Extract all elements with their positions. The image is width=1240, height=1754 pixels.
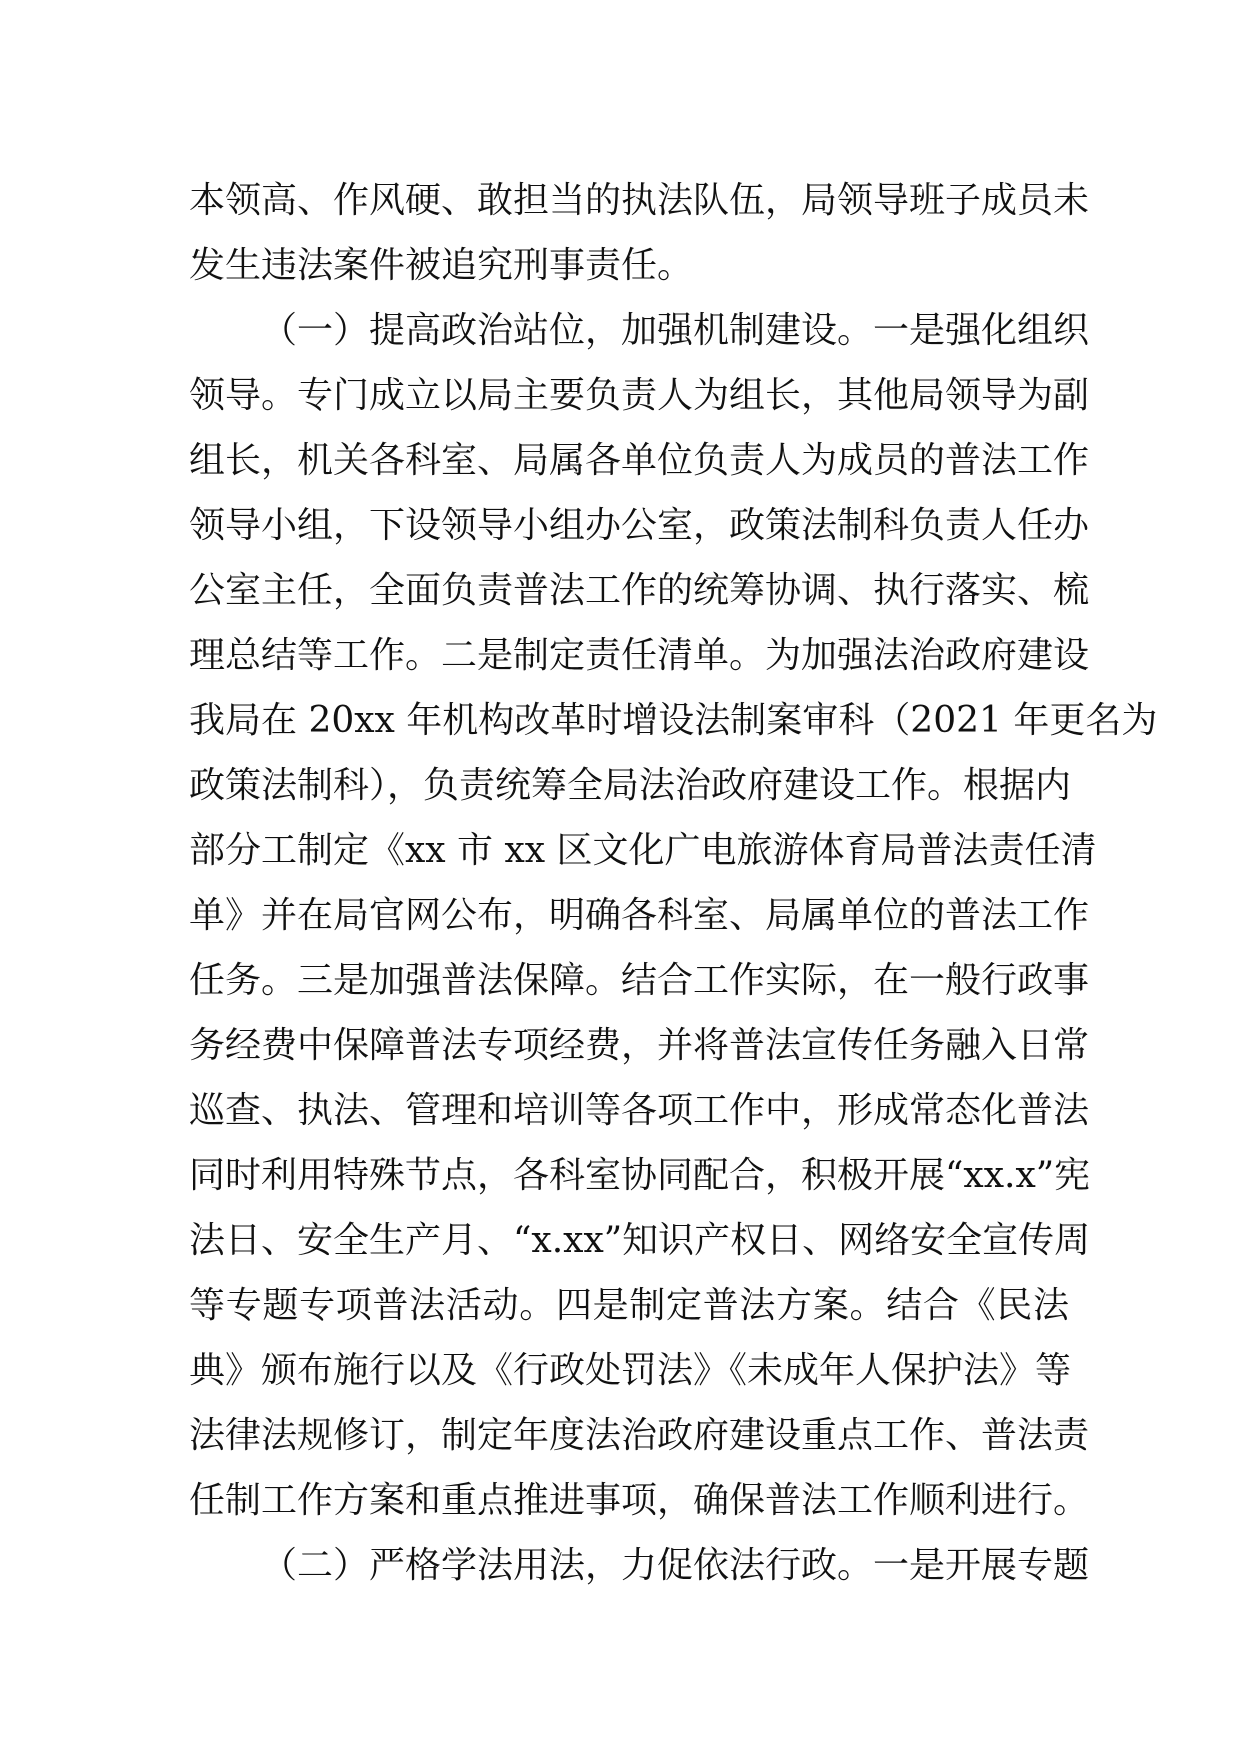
text-line: 单》并在局官网公布，明确各科室、局属单位的普法工作 bbox=[189, 895, 1090, 936]
text-line: 法日、安全生产月、“x.xx”知识产权日、网络安全宣传周 bbox=[189, 1220, 1091, 1261]
text-line: 我局在 20xx 年机构改革时增设法制案审科（2021 年更名为 bbox=[189, 700, 1158, 741]
text-line: 巡查、执法、管理和培训等各项工作中，形成常态化普法 bbox=[189, 1090, 1090, 1131]
text-line: 部分工制定《xx 市 xx 区文化广电旅游体育局普法责任清 bbox=[189, 830, 1097, 871]
text-line: 领导小组，下设领导小组办公室，政策法制科负责人任办 bbox=[189, 505, 1090, 546]
text-line: 等专题专项普法活动。四是制定普法方案。结合《民法 bbox=[189, 1285, 1069, 1326]
text-line: 任制工作方案和重点推进事项，确保普法工作顺利进行。 bbox=[189, 1480, 1090, 1521]
text-line: 理总结等工作。二是制定责任清单。为加强法治政府建设 bbox=[189, 635, 1090, 676]
text-line: 任务。三是加强普法保障。结合工作实际，在一般行政事 bbox=[189, 960, 1090, 1001]
text-line: 同时利用特殊节点，各科室协同配合，积极开展“xx.x”宪 bbox=[189, 1155, 1091, 1196]
text-line: 务经费中保障普法专项经费，并将普法宣传任务融入日常 bbox=[189, 1025, 1090, 1066]
body-text bbox=[189, 168, 1158, 1598]
text-line: 政策法制科），负责统筹全局法治政府建设工作。根据内 bbox=[189, 765, 1072, 806]
section-heading-line: （一）提高政治站位，加强机制建设。一是强化组织 bbox=[261, 310, 1090, 351]
section-heading-line: （二）严格学法用法，力促依法行政。一是开展专题 bbox=[261, 1545, 1090, 1586]
text-line: 典》颁布施行以及《行政处罚法》《未成年人保护法》等 bbox=[189, 1350, 1072, 1391]
text-line: 公室主任，全面负责普法工作的统筹协调、执行落实、梳 bbox=[189, 570, 1090, 611]
text-line: 法律法规修订，制定年度法治政府建设重点工作、普法责 bbox=[189, 1415, 1090, 1456]
text-line: 发生违法案件被追究刑事责任。 bbox=[189, 245, 694, 286]
text-line: 本领高、作风硬、敢担当的执法队伍，局领导班子成员未 bbox=[189, 180, 1090, 221]
text-line: 领导。专门成立以局主要负责人为组长，其他局领导为副 bbox=[189, 375, 1090, 416]
text-line: 组长，机关各科室、局属各单位负责人为成员的普法工作 bbox=[189, 440, 1090, 481]
